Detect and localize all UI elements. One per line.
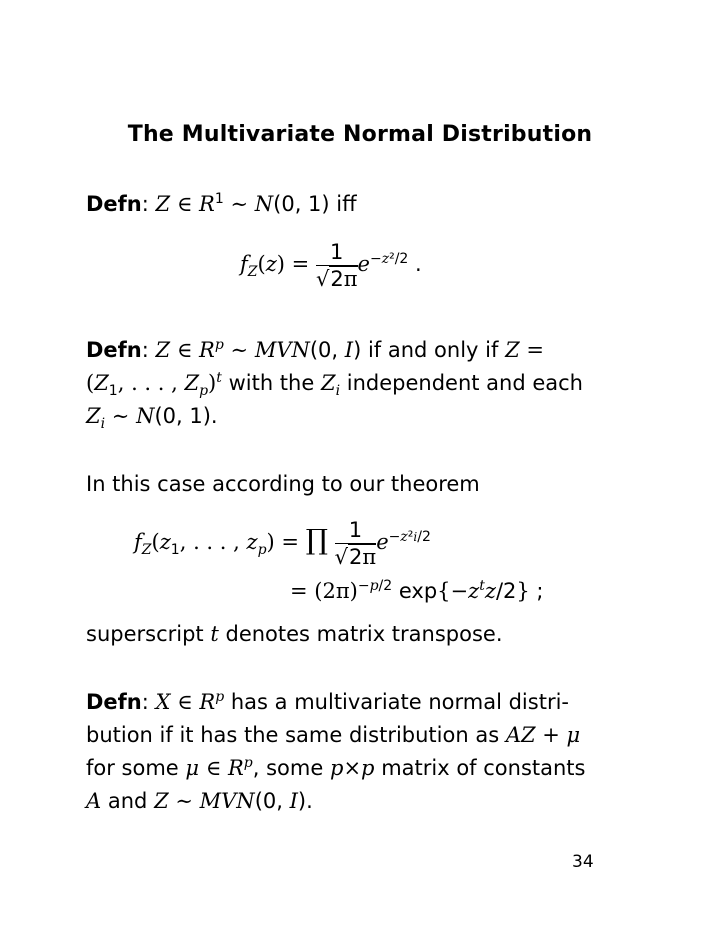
defn3-line-2: bution if it has the same distribution as AZ + μ (86, 723, 581, 747)
defn1-line: Defn: Z ∈ $R^1$ ∼ N(0, 1) iff (86, 191, 357, 216)
defn3-label: Defn (86, 690, 142, 714)
defn2-line-3: $Z_i$ ∼ N(0, 1). (86, 404, 218, 433)
defn3-text-d: and (107, 789, 148, 813)
defn3-line-3: for some μ ∈ $R^p$, some p×p matrix of constants (86, 755, 586, 780)
independent-text: independent and each (346, 371, 583, 395)
with-the-text: with the (228, 371, 315, 395)
defn3-text-c2: , some (252, 756, 324, 780)
defn3-text-c1: for some (86, 756, 179, 780)
defn3-line-4: A and Z ∼ MVN(0, I). (86, 789, 313, 813)
exp-word: exp (398, 579, 438, 603)
defn3-text-a: has a multivariate normal distri- (230, 690, 569, 714)
defn3-text-b: bution if it has the same distribution as (86, 723, 500, 747)
iff-text: iff (336, 192, 357, 216)
defn2-line-1: Defn: Z ∈ $R^p$ ∼ MVN(0, I) if and only if Z = (86, 337, 544, 362)
defn2-label: Defn (86, 338, 142, 362)
superscript-suffix: denotes matrix transpose. (225, 622, 503, 646)
defn2-line-2: ($Z_1$, . . . , $Z_p)^t$ with the $Z_i$ independent and each (86, 370, 583, 400)
defn3-text-c3: matrix of constants (381, 756, 586, 780)
case-intro: In this case according to our theorem (86, 472, 480, 496)
superscript-prefix: superscript (86, 622, 204, 646)
density-equation-2: $f_Z(z_1$, . . . , $z_p$) = ∏ $\frac{1}{√2\pi}$ $e^{-z^2i/2}$ (134, 517, 431, 569)
page-number: 34 (572, 852, 594, 872)
defn1-label: Defn (86, 192, 142, 216)
density-equation-1: $f_Z(z)$ = $\frac{1}{√2\pi}$ $e^{-z^2/2}$ . (240, 239, 422, 291)
page-title: The Multivariate Normal Distribution (127, 122, 593, 147)
transpose-note: superscript t denotes matrix transpose. (86, 622, 503, 646)
density-equation-3: = $(2\pi)^{-p/2}$ $\exp\{-z^tz/2\}$ ; (290, 578, 544, 603)
defn3-line-1: Defn: X ∈ $R^p$ has a multivariate normal distri- (86, 689, 569, 714)
iff-words: if and only if (367, 338, 499, 362)
